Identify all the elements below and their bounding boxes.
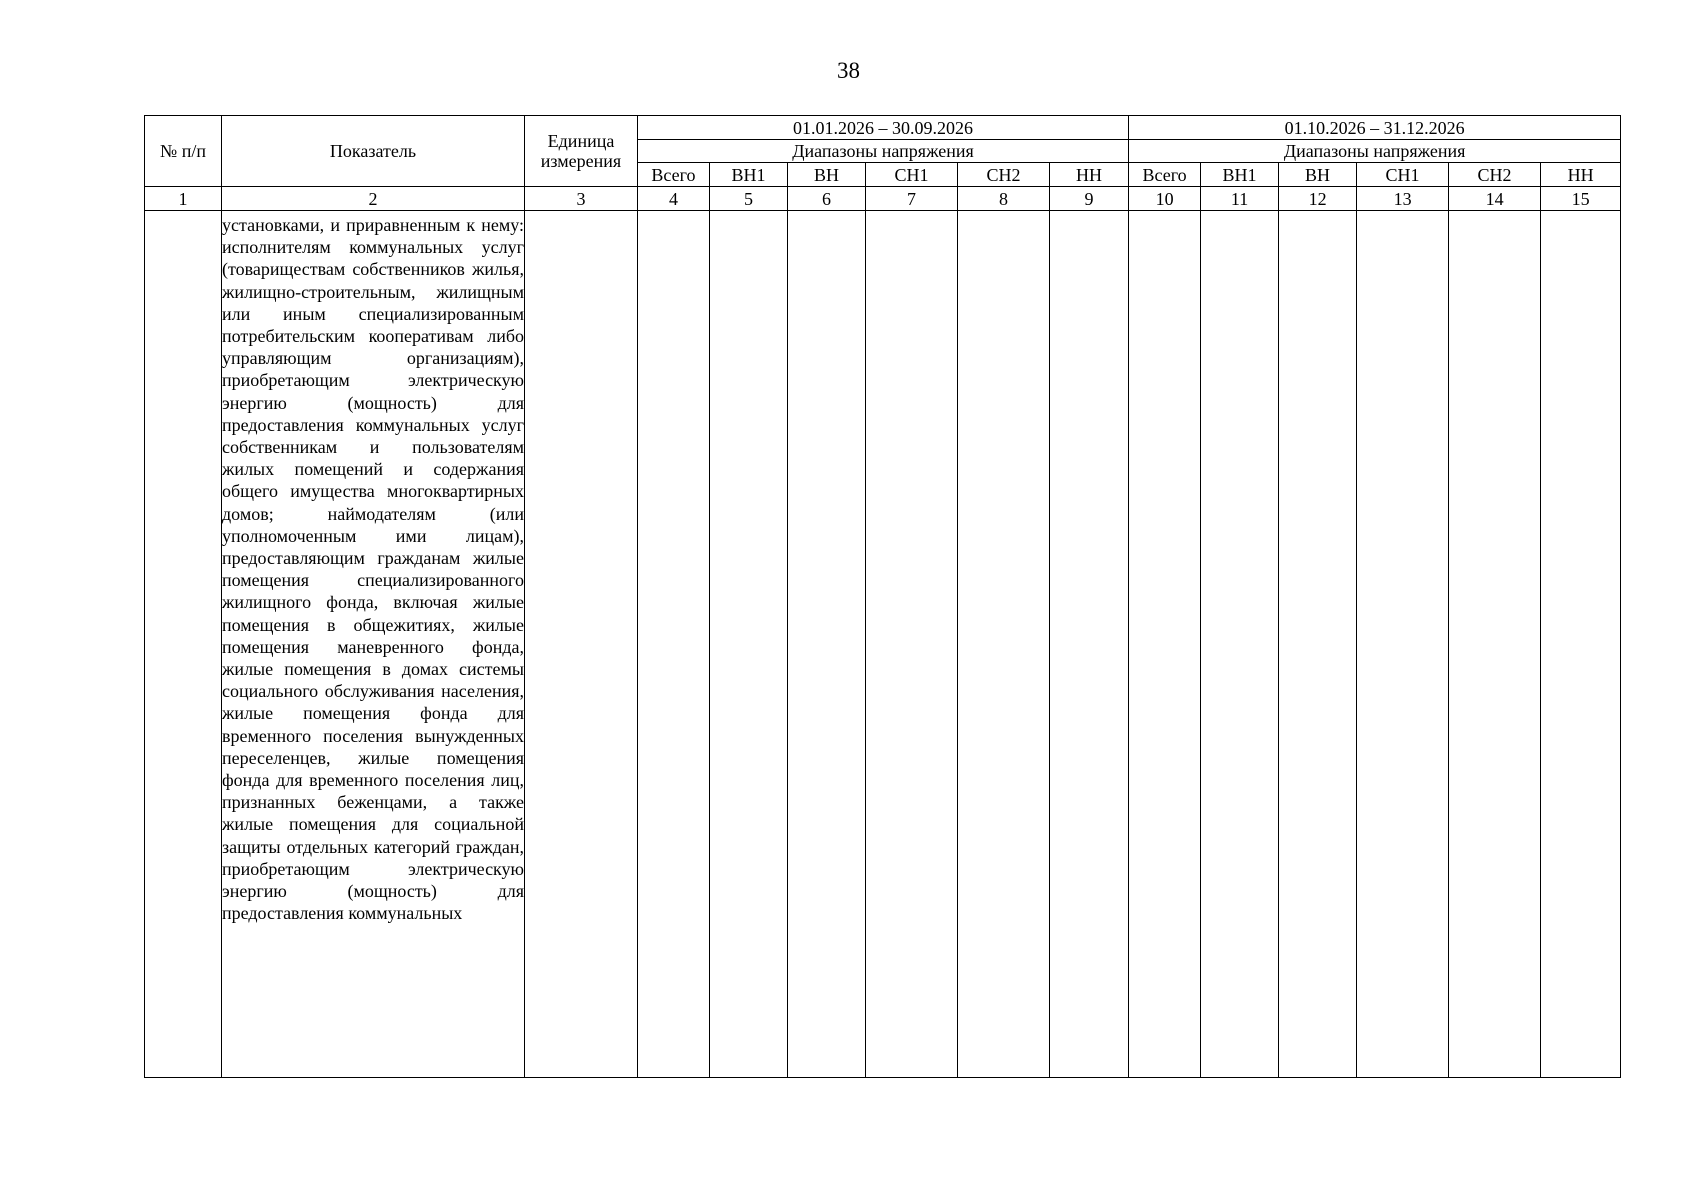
col-number: 4 [638,187,710,211]
col-number: 10 [1129,187,1201,211]
col-number: 11 [1201,187,1279,211]
header-num: № п/п [145,116,222,187]
value-cell [1449,211,1541,1078]
subheader-sn2-1: СН2 [958,163,1050,187]
header-voltage-ranges-2: Диапазоны напряжения [1129,140,1621,163]
value-cell [710,211,788,1078]
value-cell [638,211,710,1078]
col-number: 7 [866,187,958,211]
col-number: 13 [1357,187,1449,211]
value-cell [1050,211,1129,1078]
subheader-vn1-1: ВН1 [710,163,788,187]
subheader-total-2: Всего [1129,163,1201,187]
value-cell [1201,211,1279,1078]
col-number: 3 [525,187,638,211]
subheader-vn-1: ВН [788,163,866,187]
subheader-total-1: Всего [638,163,710,187]
header-voltage-ranges-1: Диапазоны напряжения [638,140,1129,163]
row-num-cell [145,211,222,1078]
col-number: 12 [1279,187,1357,211]
col-number: 14 [1449,187,1541,211]
value-cell [1541,211,1621,1078]
header-unit: Единица измерения [525,116,638,187]
page-number: 38 [837,58,860,83]
value-cell [1357,211,1449,1078]
value-cell [1279,211,1357,1078]
col-number: 1 [145,187,222,211]
header-period-1: 01.01.2026 – 30.09.2026 [638,116,1129,140]
subheader-vn1-2: ВН1 [1201,163,1279,187]
col-number: 6 [788,187,866,211]
subheader-sn2-2: СН2 [1449,163,1541,187]
col-number: 2 [222,187,525,211]
value-cell [958,211,1050,1078]
subheader-vn-2: ВН [1279,163,1357,187]
col-number: 5 [710,187,788,211]
table-row [145,211,1621,1078]
col-number: 15 [1541,187,1621,211]
value-cell [1129,211,1201,1078]
indicator-text: установками, и приравненным к нему: исполнителям коммунальных услуг (товариществам собственников жилья, жилищно-строительным, жилищным или иным специализированным потребительским кооперативам либо управляющим организациям), приобретающим электрическую энергию (мощность) для предоставления коммунальных услуг собственникам и пользователям жилых помещений и содержания общего имущества многоквартирных домов; наймодателям (или уполномоченным ими лицам), предоставляющим гражданам жилые помещения специализированного жилищного фонда, включая жилые помещения в общежитиях, жилые помещения маневренного фонда, жилые помещения в домах системы социального обслуживания населения, жилые помещения фонда для временного поселения вынужденных переселенцев, жилые помещения фонда для временного поселения лиц, признанных беженцами, а также жилые помещения для социальной защиты отдельных категорий граждан, приобретающим электрическую энергию (мощность) для предоставления коммунальных [222,215,524,924]
col-number: 9 [1050,187,1129,211]
col-number: 8 [958,187,1050,211]
indicator-cell [222,211,525,1078]
tariff-table [144,115,1621,1078]
subheader-nn-2: НН [1541,163,1621,187]
subheader-sn1-1: СН1 [866,163,958,187]
header-indicator: Показатель [222,116,525,187]
unit-cell [525,211,638,1078]
value-cell [866,211,958,1078]
subheader-sn1-2: СН1 [1357,163,1449,187]
subheader-nn-1: НН [1050,163,1129,187]
header-period-2: 01.10.2026 – 31.12.2026 [1129,116,1621,140]
value-cell [788,211,866,1078]
